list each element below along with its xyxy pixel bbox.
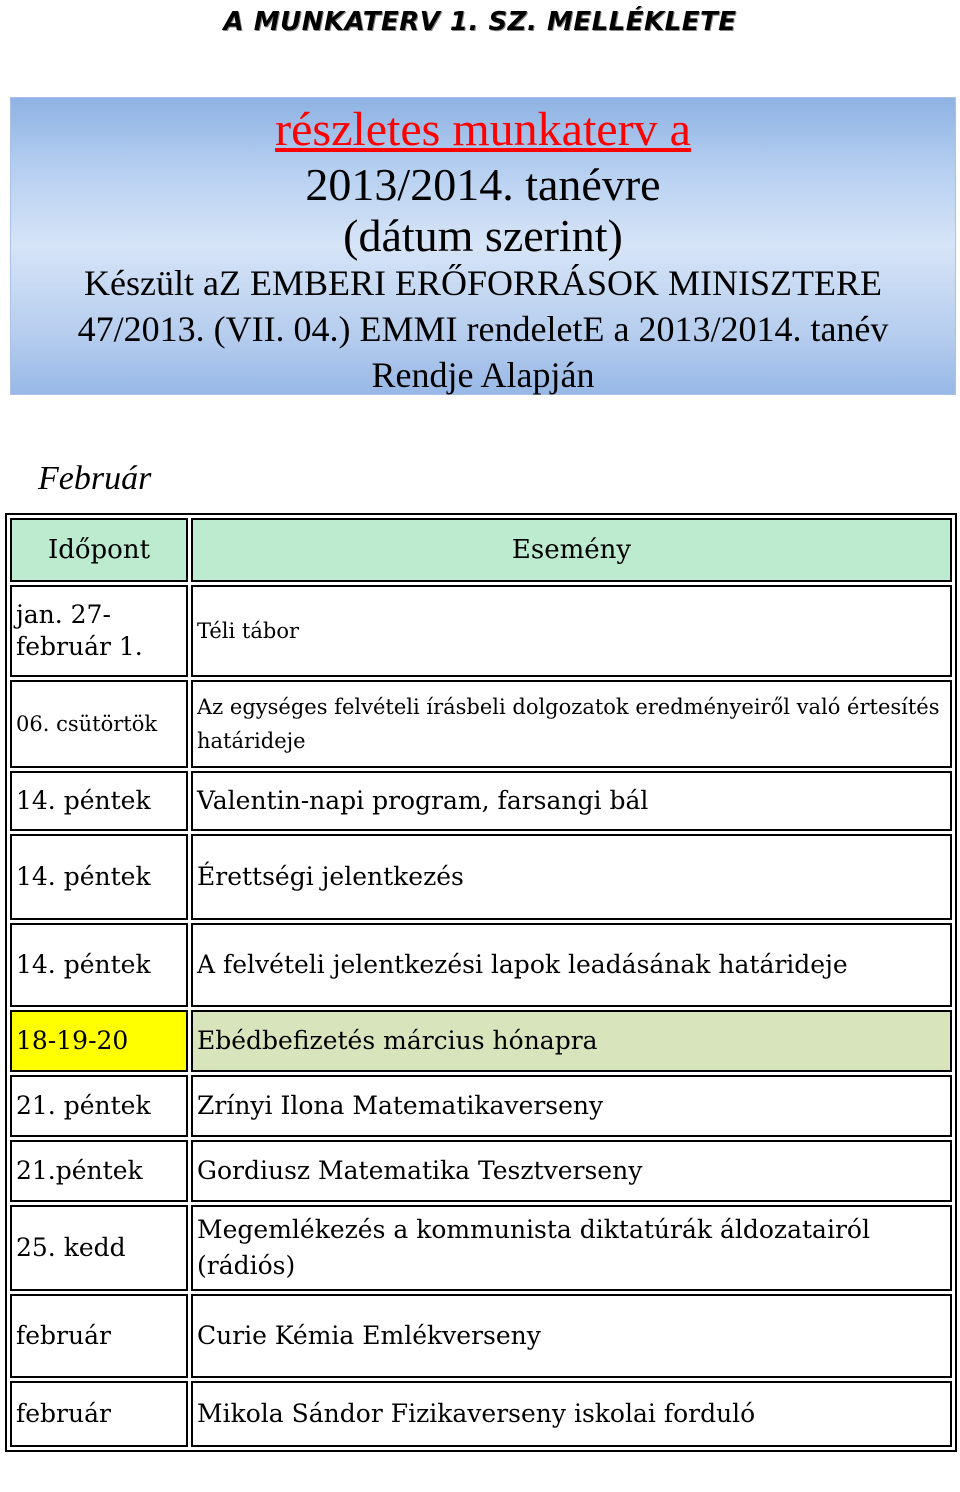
banner-line-5: 47/2013. (VII. 04.) EMMI rendeletE a 2013/2014. tanév [77,309,889,349]
month-heading: Február [38,460,152,497]
row-event: Megemlékezés a kommunista diktatúrák áldozatairól (rádiós) [191,1205,952,1291]
table-row [10,585,952,677]
banner-line-4: Készült aZ EMBERI ERŐFORRÁSOK MINISZTERE [84,263,882,303]
title-banner [10,97,956,395]
document-title: A MUNKATERV 1. SZ. MELLÉKLETE [223,7,737,37]
table-row [10,923,952,1007]
row-event: Zrínyi Ilona Matematikaverseny [191,1075,952,1137]
row-time: 06. csütörtök [10,680,188,768]
row-event: Érettségi jelentkezés [191,834,952,920]
row-time: február [10,1294,188,1378]
table-row [10,1075,952,1137]
table-row [10,1294,952,1378]
row-time: 14. péntek [10,834,188,920]
banner-line-1: részletes munkaterv a [275,103,691,156]
banner-line-6: Rendje Alapján [371,355,595,395]
row-time: 14. péntek [10,771,188,831]
row-time: 21. péntek [10,1075,188,1137]
row-time: 18-19-20 [10,1010,188,1072]
table-header-row [10,518,952,582]
row-time: jan. 27- február 1. [10,585,188,677]
table-row [10,1140,952,1202]
row-event: Mikola Sándor Fizikaverseny iskolai forduló [191,1381,952,1447]
events-table [5,513,957,1452]
banner-line-3: (dátum szerint) [343,210,623,261]
row-time: február [10,1381,188,1447]
table-row [10,1205,952,1291]
row-event: Curie Kémia Emlékverseny [191,1294,952,1378]
row-event: Ebédbefizetés március hónapra [191,1010,952,1072]
row-event: Gordiusz Matematika Tesztverseny [191,1140,952,1202]
banner-line-2: 2013/2014. tanévre [305,159,661,210]
table-row [10,1010,952,1072]
table-row [10,1381,952,1447]
row-event: Az egységes felvételi írásbeli dolgozatok eredményeiről való értesítés határideje [191,680,952,768]
header-time: Időpont [10,518,188,582]
table-row [10,771,952,831]
row-event: Téli tábor [191,585,952,677]
header-event: Esemény [191,518,952,582]
table-row [10,834,952,920]
row-time: 21.péntek [10,1140,188,1202]
row-event: Valentin-napi program, farsangi bál [191,771,952,831]
row-time: 14. péntek [10,923,188,1007]
table-row [10,680,952,768]
row-time: 25. kedd [10,1205,188,1291]
row-event: A felvételi jelentkezési lapok leadásának határideje [191,923,952,1007]
